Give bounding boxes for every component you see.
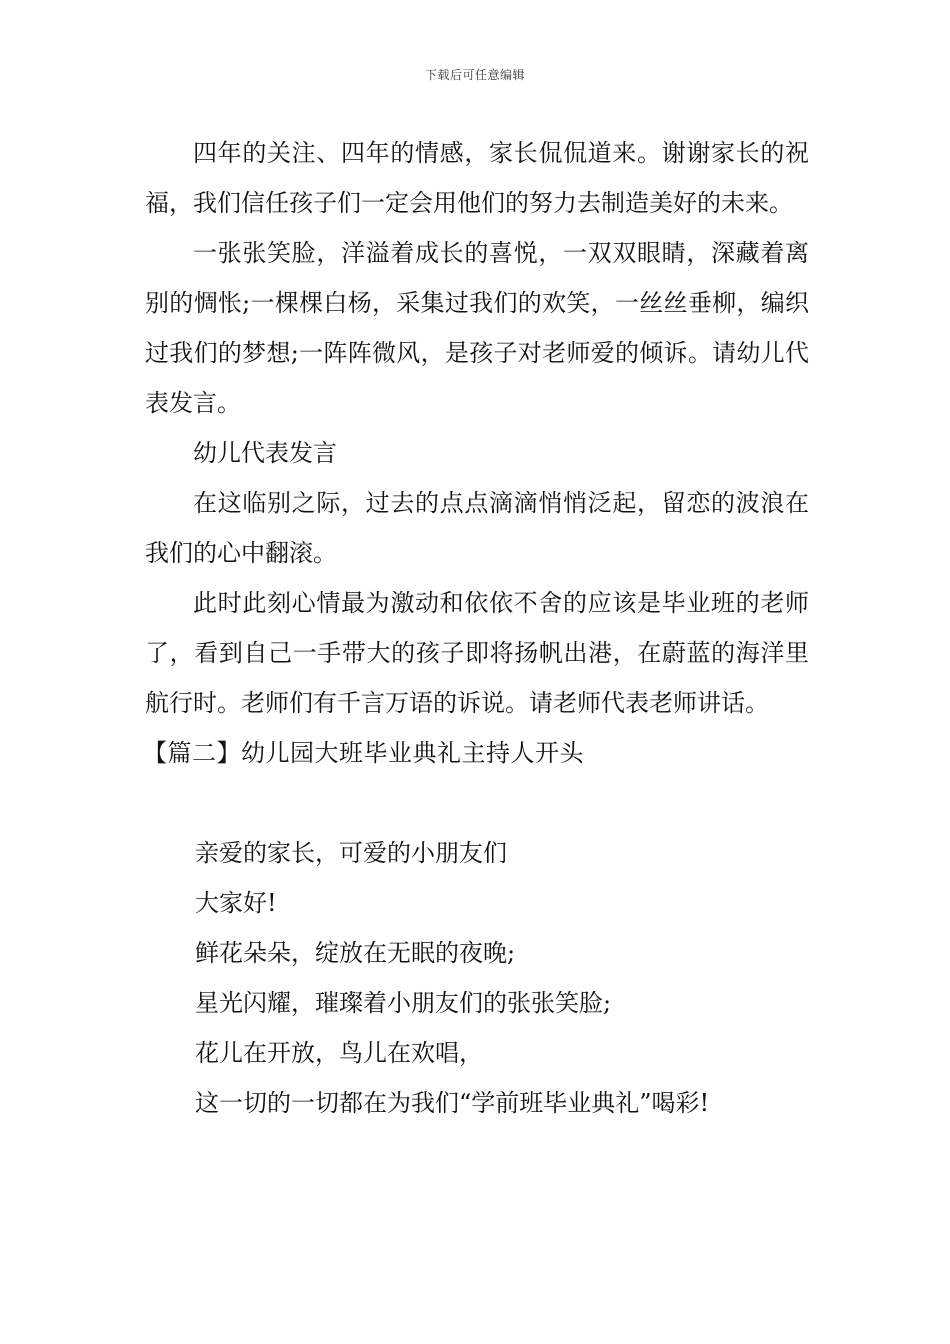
section-heading: 【篇二】幼儿园大班毕业典礼主持人开头 — [143, 739, 584, 767]
host-line: 这一切的一切都在为我们“学前班毕业典礼”喝彩! — [195, 1089, 710, 1117]
document-body — [145, 128, 809, 1128]
host-line: 花儿在开放，鸟儿在欢唱， — [195, 1039, 483, 1067]
section-spacer — [145, 778, 809, 828]
host-line: 星光闪耀，璀璨着小朋友们的张张笑脸; — [195, 989, 612, 1017]
paragraph-farewell: 在这临别之际，过去的点点滴滴悄悄泛起，留恋的波浪在我们的心中翻滚。 — [145, 489, 809, 567]
host-line: 鲜花朵朵，绽放在无眠的夜晚; — [195, 939, 516, 967]
host-line: 大家好! — [195, 889, 277, 917]
paragraph-teacher-speech: 此时此刻心情最为激动和依依不舍的应该是毕业班的老师了，看到自己一手带大的孩子即将扬帆出港，在蔚蓝的海洋里航行时。老师们有千言万语的诉说。请老师代表老师讲话。 — [145, 589, 809, 717]
paragraph-child-speech-title: 幼儿代表发言 — [193, 439, 337, 467]
page-header: 下载后可任意编辑 — [424, 68, 525, 82]
paragraph-parents-thanks: 四年的关注、四年的情感，家长侃侃道来。谢谢家长的祝福，我们信任孩子们一定会用他们的努力去制造美好的未来。 — [145, 139, 809, 217]
host-line: 亲爱的家长，可爱的小朋友们 — [195, 839, 507, 867]
paragraph-smiling-faces: 一张张笑脸，洋溢着成长的喜悦，一双双眼睛，深藏着离别的惆怅;一棵棵白杨，采集过我们的欢笑，一丝丝垂柳，编织过我们的梦想;一阵阵微风，是孩子对老师爱的倾诉。请幼儿代表发言。 — [145, 239, 809, 417]
